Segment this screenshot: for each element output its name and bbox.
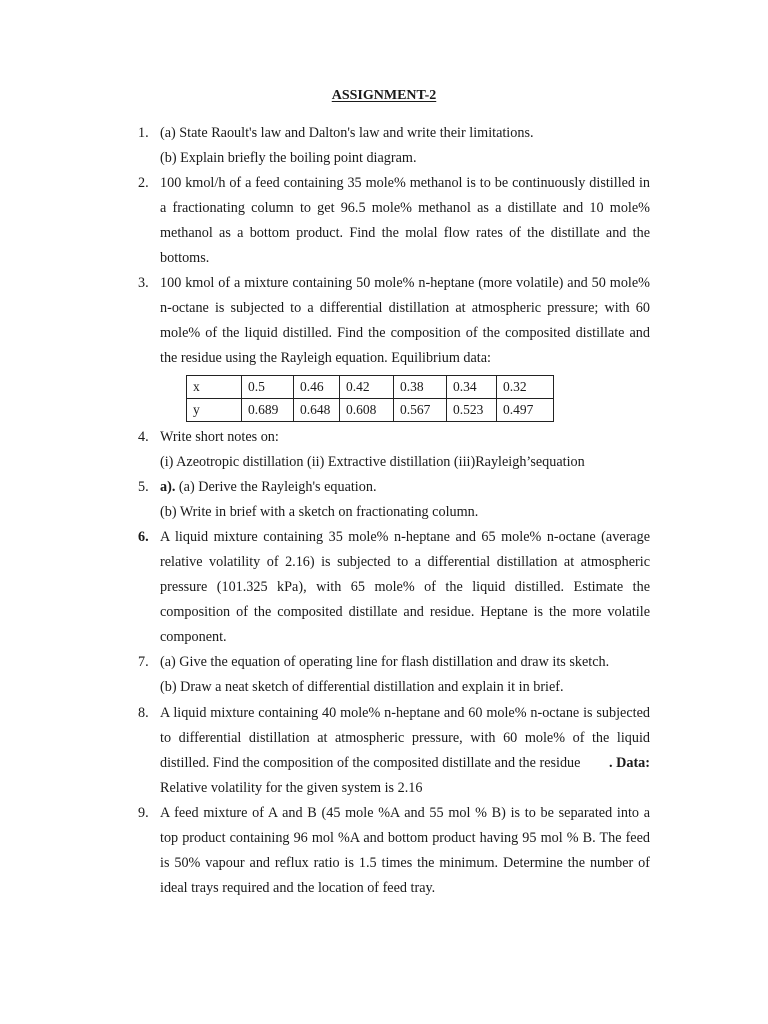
question-5a-text: (a) Derive the Rayleigh's equation. [175,479,377,495]
question-6-line: component. [160,629,227,645]
question-number: 1. [138,125,149,141]
question-3-line: the residue using the Rayleigh equation. Equilibrium data: [160,350,491,366]
question-9-line: top product containing 96 mol %A and bottom product having 95 mol % B. The feed [160,830,650,846]
question-9-line: A feed mixture of A and B (45 mole %A and 55 mol % B) is to be separated into a [160,805,650,821]
table-cell: 0.34 [447,376,497,399]
question-6-line: composition of the composited distillate and residue. Heptane is the more volatile [160,604,650,620]
question-number: 5. [138,479,149,495]
question-number: 2. [138,175,149,191]
table-cell: 0.5 [242,376,294,399]
table-cell: 0.567 [394,399,447,422]
question-3-line: 100 kmol of a mixture containing 50 mole% n-heptane (more volatile) and 50 mole% [160,275,650,291]
question-number: 7. [138,654,149,670]
table-cell: 0.38 [394,376,447,399]
question-6-line: A liquid mixture containing 35 mole% n-heptane and 65 mole% n-octane (average [160,529,650,545]
question-8-line: to differential distillation at atmospheric pressure, with 60 mole% of the liquid [160,730,650,746]
question-8-line: Relative volatility for the given system is 2.16 [160,780,423,796]
table-cell: 0.523 [447,399,497,422]
table-cell: 0.648 [294,399,340,422]
table-row [187,399,554,422]
table-row [187,376,554,399]
question-5a [160,479,377,496]
question-3-line: n-octane is subjected to a differential distillation at atmospheric pressure; with 60 [160,300,650,316]
question-number: 6. [138,529,149,545]
question-3-line: mole% of the liquid distilled. Find the composition of the composited distillate and [160,325,650,341]
question-number: 9. [138,805,149,821]
equilibrium-data-table [186,375,554,422]
question-6-line: relative volatility of 2.16) is subjected to a differential distillation at atmospheric [160,554,650,570]
question-6-line: pressure (101.325 kPa), with 65 mole% of the liquid distilled. Estimate the [160,579,650,595]
table-cell: 0.32 [497,376,554,399]
question-7a: (a) Give the equation of operating line for flash distillation and draw its sketch. [160,654,610,670]
question-2-line: bottoms. [160,250,210,266]
table-cell: 0.608 [340,399,394,422]
question-number: 3. [138,275,149,291]
question-5-prefix: a). [160,479,176,495]
question-7b: (b) Draw a neat sketch of differential distillation and explain it in brief. [160,679,564,695]
question-1a: (a) State Raoult's law and Dalton's law and write their limitations. [160,125,534,141]
table-cell: 0.689 [242,399,294,422]
table-header-cell: y [187,399,242,422]
question-4-line: Write short notes on: [160,429,279,445]
table-cell: 0.42 [340,376,394,399]
question-1b: (b) Explain briefly the boiling point diagram. [160,150,417,166]
question-number: 4. [138,429,149,445]
question-8-text: distilled. Find the composition of the composited distillate and the residue [160,755,581,771]
question-9-line: ideal trays required and the location of feed tray. [160,880,436,896]
question-8-line: A liquid mixture containing 40 mole% n-heptane and 60 mole% n-octane is subjected [160,705,650,721]
question-2-line: 100 kmol/h of a feed containing 35 mole% methanol is to be continuously distilled in [160,175,650,191]
question-8-data-label: . Data: [609,755,650,771]
question-5b: (b) Write in brief with a sketch on fractionating column. [160,504,479,520]
question-number: 8. [138,705,149,721]
question-2-line: methanol as a bottom product. Find the molal flow rates of the distillate and the [160,225,650,241]
table-cell: 0.46 [294,376,340,399]
table-header-cell: x [187,376,242,399]
question-2-line: a fractionating column to get 96.5 mole% methanol as a distillate and 10 mole% [160,200,650,216]
assignment-title: ASSIGNMENT-2 [331,88,437,103]
question-9-line: is 50% vapour and reflux ratio is 1.5 times the minimum. Determine the number of [160,855,650,871]
question-4-line: (i) Azeotropic distillation (ii) Extractive distillation (iii)Rayleigh’sequation [160,454,585,470]
table-cell: 0.497 [497,399,554,422]
question-8-line [160,755,650,772]
